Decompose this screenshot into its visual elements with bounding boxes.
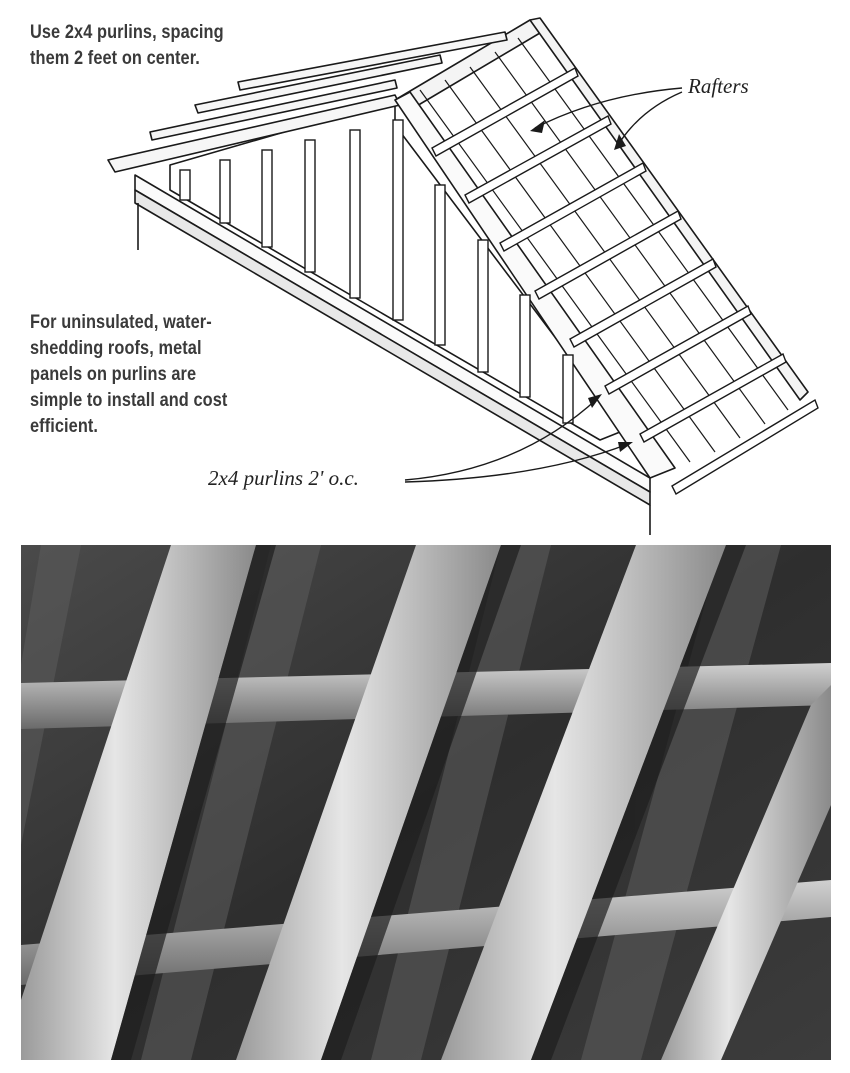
purlin-photo [21,545,831,1060]
caption-line: For uninsulated, water- [30,312,212,333]
rafters-label: Rafters [688,74,749,98]
purlins-label: 2x4 purlins 2' o.c. [208,466,359,490]
caption-line: them 2 feet on center. [30,48,200,69]
caption-purlin-spacing [30,20,224,72]
caption-line: panels on purlins are [30,364,197,385]
caption-line: shedding roofs, metal [30,338,202,359]
caption-line: Use 2x4 purlins, spacing [30,22,224,43]
arrow-head [530,120,545,133]
caption-metal-panels [30,310,227,440]
caption-line: efficient. [30,416,99,437]
caption-line: simple to install and cost [30,390,228,411]
